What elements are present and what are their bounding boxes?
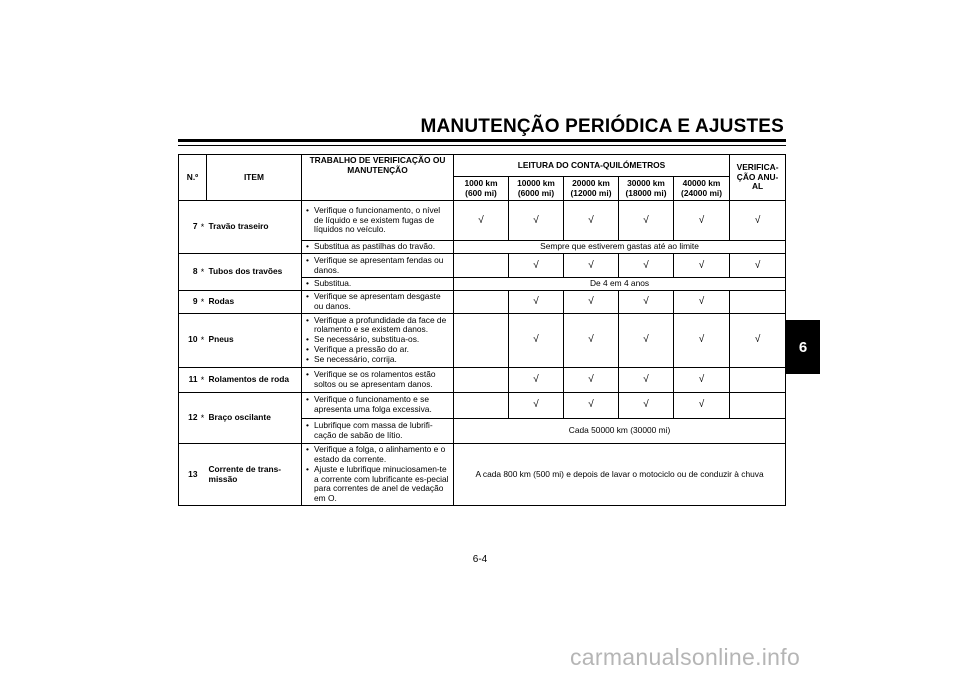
dealer-mark: * (199, 313, 207, 367)
work-cell (302, 291, 454, 314)
title-rule-thin (178, 145, 786, 146)
dealer-mark: * (199, 254, 207, 291)
table-row (179, 291, 786, 314)
check-mark (454, 367, 509, 392)
check-mark: √ (619, 367, 674, 392)
check-mark: √ (674, 254, 730, 278)
table-row (179, 392, 786, 418)
header-interval: 10000 km (6000 mi) (509, 177, 564, 201)
row-item: Rodas (207, 291, 302, 314)
work-step: • Verifique se apresentam desgaste ou danos. (314, 292, 451, 312)
header-interval: 30000 km (18000 mi) (619, 177, 674, 201)
check-mark (730, 367, 786, 392)
interval-note: A cada 800 km (500 mi) e depois de lavar o motociclo ou de conduzir à chuva (454, 443, 786, 505)
header-annual: VERIFICA- ÇÃO ANU- AL (730, 155, 786, 201)
work-step: • Substitua as pastilhas do travão. (314, 242, 451, 252)
interval-note: De 4 em 4 anos (454, 278, 786, 291)
row-number: 7 (179, 201, 199, 254)
check-mark: √ (619, 291, 674, 314)
row-item: Braço oscilante (207, 392, 302, 443)
dealer-mark: * (199, 291, 207, 314)
work-cell (302, 418, 454, 443)
row-item: Rolamentos de roda (207, 367, 302, 392)
table-row (179, 443, 786, 505)
row-number: 11 (179, 367, 199, 392)
work-step: • Verifique o funcionamento, o nível de líquido e se existem fugas de líquidos no veículo. (314, 206, 451, 236)
watermark: carmanualsonline.info (570, 644, 801, 670)
work-step: • Substitua. (314, 279, 451, 289)
work-cell (302, 278, 454, 291)
check-mark: √ (674, 367, 730, 392)
header-item: ITEM (207, 155, 302, 201)
work-step: • Verifique se apresentam fendas ou danos. (314, 256, 451, 276)
check-mark: √ (509, 201, 564, 241)
interval-note: Sempre que estiverem gastas até ao limite (454, 241, 786, 254)
check-mark: √ (674, 313, 730, 367)
table-row (179, 313, 786, 367)
work-step: • Verifique o funcionamento e se apresenta uma folga excessiva. (314, 395, 451, 415)
table-row (179, 254, 786, 278)
work-step: • Se necessário, corrija. (314, 355, 451, 365)
check-mark: √ (619, 201, 674, 241)
check-mark: √ (564, 392, 619, 418)
check-mark: √ (509, 313, 564, 367)
interval-note: Cada 50000 km (30000 mi) (454, 418, 786, 443)
work-cell (302, 201, 454, 241)
check-mark (730, 392, 786, 418)
header-interval: 1000 km (600 mi) (454, 177, 509, 201)
work-step: • Verifique a profundidade da face de rolamento e se existem danos. (314, 316, 451, 336)
row-item: Travão traseiro (207, 201, 302, 254)
row-item: Pneus (207, 313, 302, 367)
work-step: • Verifique a pressão do ar. (314, 345, 451, 355)
check-mark: √ (619, 254, 674, 278)
header-interval: 20000 km (12000 mi) (564, 177, 619, 201)
row-item: Tubos dos travões (207, 254, 302, 291)
page-title: MANUTENÇÃO PERIÓDICA E AJUSTES (420, 116, 784, 137)
check-mark: √ (509, 291, 564, 314)
check-mark (454, 392, 509, 418)
row-number: 13 (179, 443, 199, 505)
dealer-mark: * (199, 392, 207, 443)
check-mark: √ (619, 313, 674, 367)
check-mark: √ (730, 254, 786, 278)
page-number: 6-4 (472, 554, 488, 565)
check-mark: √ (674, 201, 730, 241)
row-number: 12 (179, 392, 199, 443)
maintenance-table (178, 154, 786, 506)
check-mark: √ (730, 313, 786, 367)
row-number: 8 (179, 254, 199, 291)
header-no: N.º (179, 155, 207, 201)
check-mark (454, 313, 509, 367)
check-mark: √ (454, 201, 509, 241)
work-cell (302, 392, 454, 418)
check-mark (730, 291, 786, 314)
work-cell (302, 443, 454, 505)
header-odometer: LEITURA DO CONTA-QUILÓMETROS (454, 155, 730, 177)
check-mark (454, 254, 509, 278)
row-number: 10 (179, 313, 199, 367)
row-number: 9 (179, 291, 199, 314)
dealer-mark: * (199, 201, 207, 254)
dealer-mark (199, 443, 207, 505)
check-mark: √ (730, 201, 786, 241)
check-mark: √ (564, 291, 619, 314)
check-mark: √ (564, 313, 619, 367)
check-mark: √ (674, 291, 730, 314)
work-cell (302, 254, 454, 278)
work-step: • Verifique se os rolamentos estão soltos ou se apresentam danos. (314, 370, 451, 390)
check-mark: √ (564, 201, 619, 241)
header-work: TRABALHO DE VERIFICAÇÃO OU MANUTENÇÃO (302, 155, 454, 201)
title-rule (178, 139, 786, 142)
table-row (179, 367, 786, 392)
row-item: Corrente de trans-missão (207, 443, 302, 505)
check-mark: √ (674, 392, 730, 418)
dealer-mark: * (199, 367, 207, 392)
header-interval: 40000 km (24000 mi) (674, 177, 730, 201)
work-step: • Verifique a folga, o alinhamento e o estado da corrente. (314, 445, 451, 465)
work-cell (302, 313, 454, 367)
check-mark: √ (509, 254, 564, 278)
check-mark (454, 291, 509, 314)
check-mark: √ (564, 367, 619, 392)
section-tab[interactable]: 6 (786, 320, 820, 374)
work-cell (302, 367, 454, 392)
check-mark: √ (619, 392, 674, 418)
work-step: • Lubrifique com massa de lubrifi-cação de sabão de lítio. (314, 421, 451, 441)
work-step: • Se necessário, substitua-os. (314, 335, 451, 345)
check-mark: √ (509, 392, 564, 418)
check-mark: √ (509, 367, 564, 392)
work-cell (302, 241, 454, 254)
work-step: • Ajuste e lubrifique minuciosamen-te a corrente com lubrificante es-pecial para correntes de anel de vedação em O. (314, 465, 451, 505)
check-mark: √ (564, 254, 619, 278)
table-row (179, 201, 786, 241)
